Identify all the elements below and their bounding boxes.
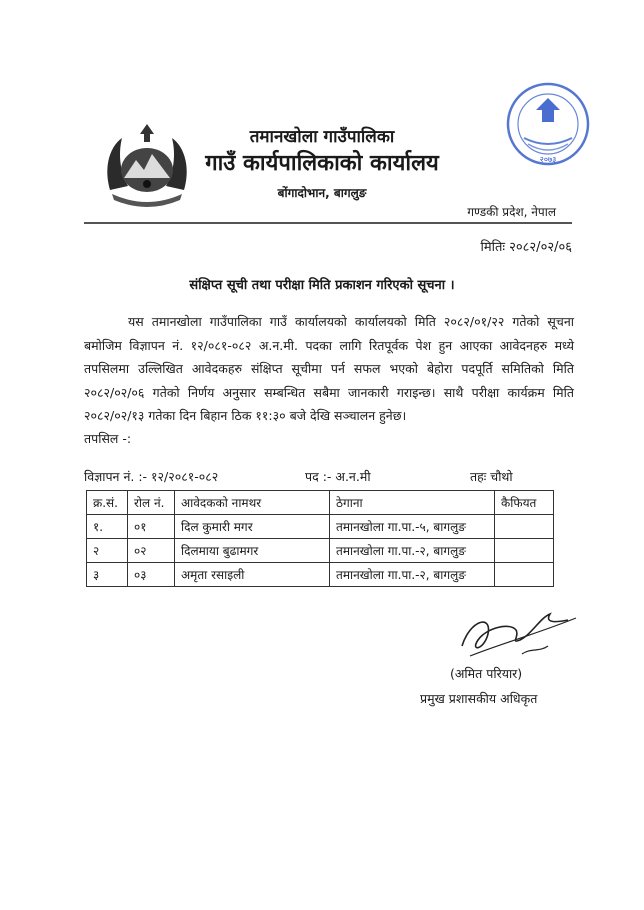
col-name: आवेदकको नामथर: [175, 491, 330, 515]
signature-icon: [440, 600, 580, 672]
cell-remarks: [495, 563, 554, 587]
table-row: [87, 539, 554, 563]
cell-name: अमृता रसाइली: [175, 563, 330, 587]
cell-serial: २: [87, 539, 128, 563]
col-address: ठेगाना: [330, 491, 495, 515]
col-remarks: कैफियत: [495, 491, 554, 515]
signatory-title: प्रमुख प्रशासकीय अधिकृत: [420, 691, 538, 706]
notice-body: यस तमानखोला गाउँपालिका गाउँ कार्यालयको कार्यालयको मिति २०८२/०१/२२ गतेको सूचना बमोजिम विज्ञापन नं. १२/०८१-०८२ अ.न.मी. पदका लागि रितपूर्वक पेश हुन आएका आवेदनहरु मध्ये तपसिलमा उल्लिखित आवेदकहरु संक्षिप्त सूचीमा पर्न सफल भएको बेहोरा पदपूर्ति समितिको मिति २०८२/०२/०६ गतेको निर्णय अनुसार सम्बन्धित सबैमा जानकारी गराइन्छ। साथै परीक्षा कार्यक्रम मिति २०८२/०२/१३ गतेका दिन बिहान ठिक ११:३० बजे देखि सञ्चालन हुनेछ।: [84, 314, 574, 424]
cell-address: तमानखोला गा.पा.-२, बागलुङ: [330, 539, 495, 563]
advertisement-number: विज्ञापन नं. :- १२/२०८१-०८२: [84, 469, 219, 484]
cell-remarks: [495, 539, 554, 563]
province-line: गण्डकी प्रदेश, नेपाल: [467, 205, 556, 219]
office-address: बोंगादोभान, बागलुङ: [277, 186, 367, 200]
header-divider: [84, 222, 572, 224]
details-label: तपसिल -:: [84, 431, 132, 446]
table-row: [87, 515, 554, 539]
post-name: पद :- अ.न.मी: [305, 469, 371, 484]
cell-serial: ३: [87, 563, 128, 587]
cell-roll: ०१: [128, 515, 175, 539]
col-roll: रोल नं.: [128, 491, 175, 515]
seal-year: २०७३: [539, 155, 557, 164]
post-level: तहः चौथो: [470, 469, 513, 484]
cell-remarks: [495, 515, 554, 539]
cell-address: तमानखोला गा.पा.-५, बागलुङ: [330, 515, 495, 539]
cell-name: दिलमाया बुढामगर: [175, 539, 330, 563]
cell-serial: १.: [87, 515, 128, 539]
signatory-name: (अमित परियार): [450, 666, 523, 681]
municipality-name: तमानखोला गाउँपालिका: [249, 127, 395, 147]
cell-name: दिल कुमारी मगर: [175, 515, 330, 539]
table-row: [87, 563, 554, 587]
office-title: गाउँ कार्यपालिकाको कार्यालय: [205, 151, 439, 176]
cell-address: तमानखोला गा.पा.-२, बागलुङ: [330, 563, 495, 587]
shortlist-table: [86, 490, 554, 587]
cell-roll: ०३: [128, 563, 175, 587]
col-serial: क्र.सं.: [87, 491, 128, 515]
table-header-row: [87, 491, 554, 515]
notice-date: मितिः २०८२/०२/०६: [480, 240, 572, 255]
notice-subject: संक्षिप्त सूची तथा परीक्षा मिति प्रकाशन गरिएको सूचना ।: [189, 278, 455, 293]
cell-roll: ०२: [128, 539, 175, 563]
